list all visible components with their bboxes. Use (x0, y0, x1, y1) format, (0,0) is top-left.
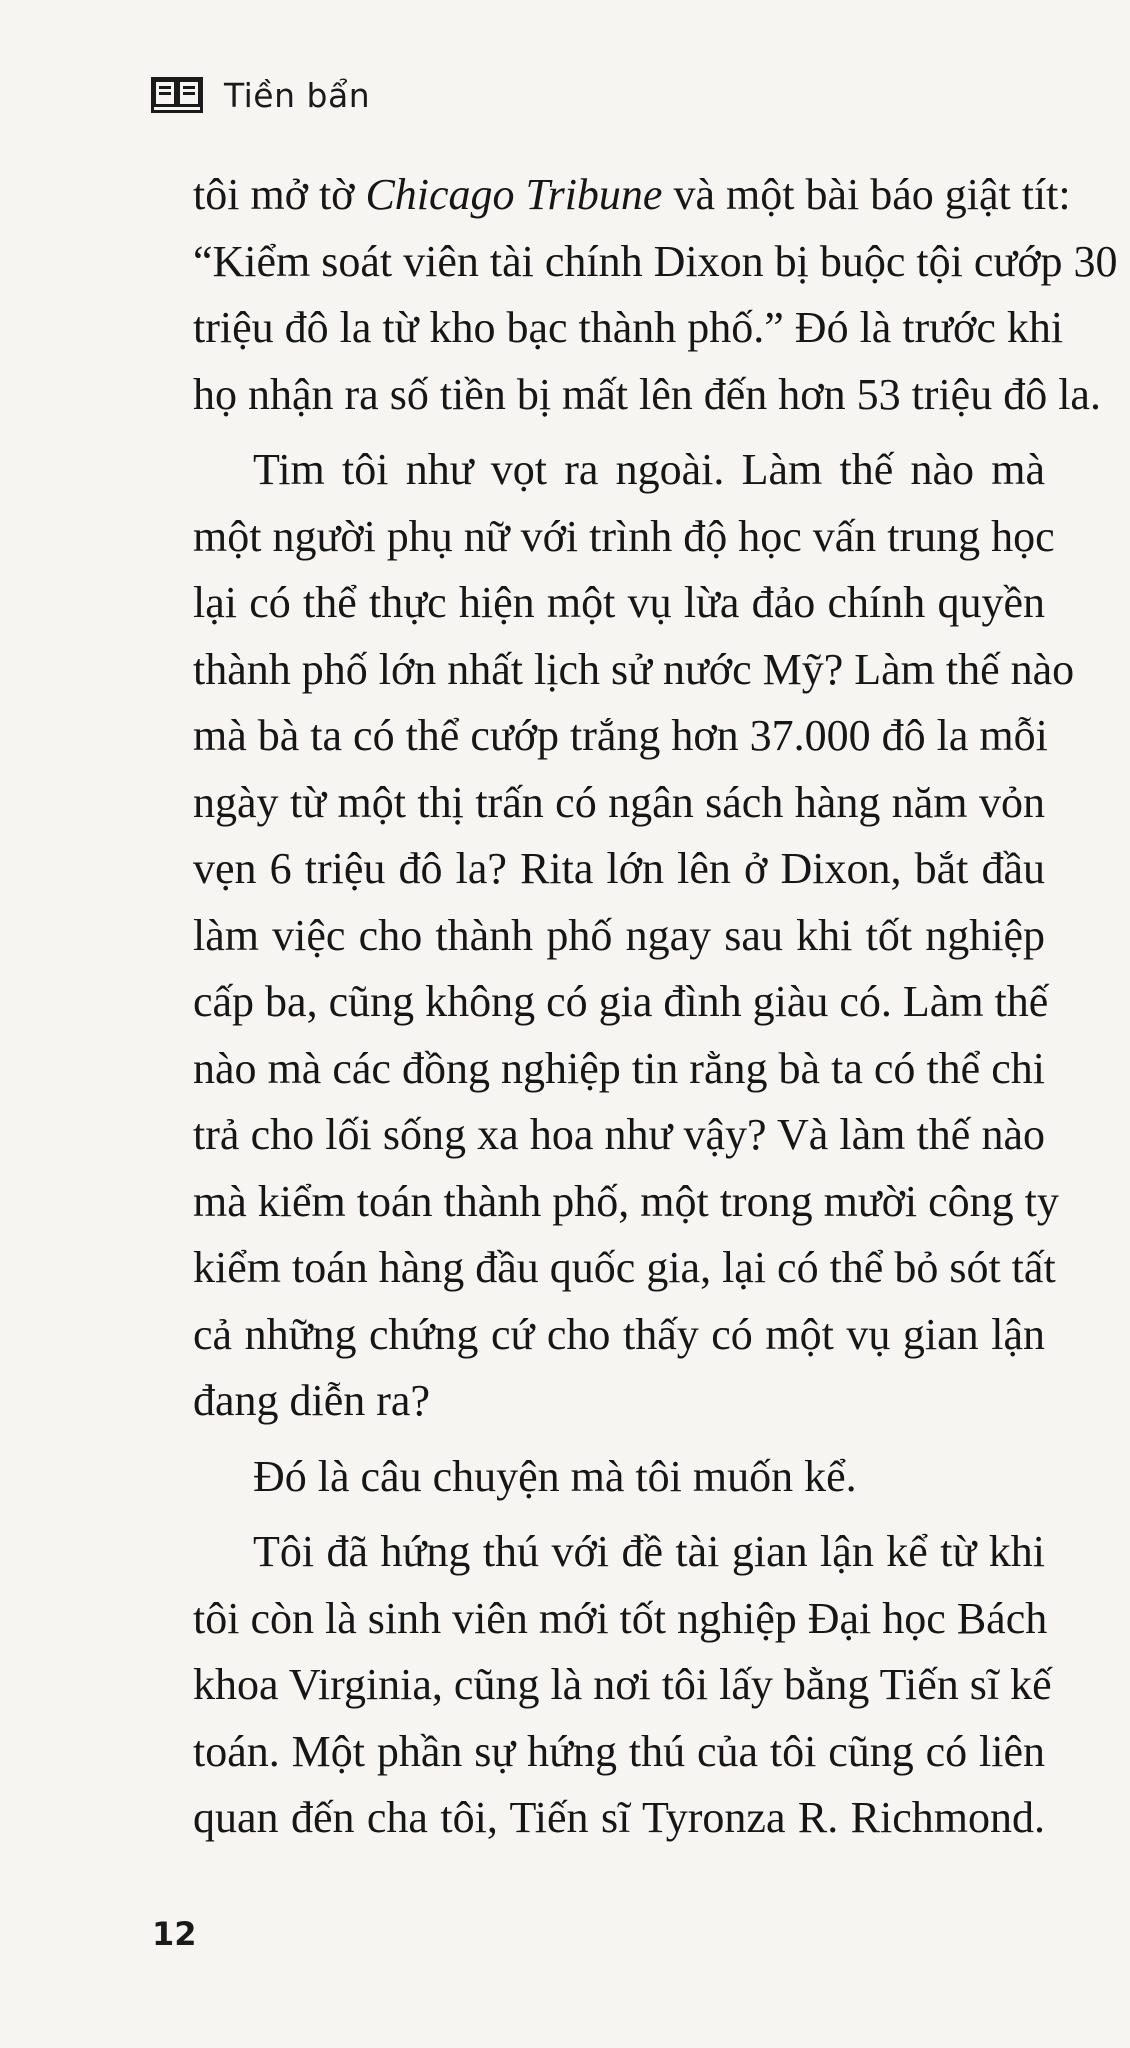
text-line: làm việc cho thành phố ngay sau khi tốt nghiệp (193, 910, 1045, 960)
body-text (193, 162, 1118, 1852)
text-line: mà kiểm toán thành phố, một trong mười công ty (193, 1176, 1059, 1226)
text-line: tôi còn là sinh viên mới tốt nghiệp Đại học Bách (193, 1593, 1048, 1643)
book-icon (150, 76, 204, 114)
running-header (150, 70, 370, 120)
text-line: toán. Một phần sự hứng thú của tôi cũng có liên (193, 1726, 1045, 1776)
text-line: “Kiểm soát viên tài chính Dixon bị buộc tội cướp 30 (193, 236, 1118, 286)
text-line: quan đến cha tôi, Tiến sĩ Tyronza R. Richmond. (193, 1793, 1045, 1842)
text-line: Tôi đã hứng thú với đề tài gian lận kể từ khi (253, 1527, 1045, 1576)
paragraph-gap (193, 428, 1045, 437)
text-line: ngày từ một thị trấn có ngân sách hàng năm vỏn (193, 777, 1045, 827)
text-line: đang diễn ra? (193, 1376, 430, 1425)
text-line: cấp ba, cũng không có gia đình giàu có. Làm thế (193, 977, 1049, 1026)
text-line: triệu đô la từ kho bạc thành phố.” Đó là trước khi (193, 303, 1064, 352)
text-line: thành phố lớn nhất lịch sử nước Mỹ? Làm thế nào (193, 644, 1075, 694)
text-line: trả cho lối sống xa hoa như vậy? Và làm thế nào (193, 1110, 1045, 1159)
text-line: mà bà ta có thể cướp trắng hơn 37.000 đô la mỗi (193, 711, 1048, 760)
text-line: một người phụ nữ với trình độ học vấn trung học (193, 511, 1055, 561)
page-number: 12 (152, 1915, 197, 1953)
paragraph-gap (193, 1510, 1045, 1519)
newspaper-name: Chicago Tribune (365, 170, 663, 219)
text-line: kiểm toán hàng đầu quốc gia, lại có thể bỏ sót tất (193, 1243, 1056, 1292)
text-line: Đó là câu chuyện mà tôi muốn kể. (253, 1451, 857, 1501)
text-line: họ nhận ra số tiền bị mất lên đến hơn 53 triệu đô la. (193, 369, 1101, 419)
text-line: khoa Virginia, cũng là nơi tôi lấy bằng Tiến sĩ kế (193, 1660, 1052, 1709)
text-line: nào mà các đồng nghiệp tin rằng bà ta có thể chi (193, 1043, 1045, 1093)
header-title: Tiền bẩn (224, 75, 371, 115)
text-line: vẹn 6 triệu đô la? Rita lớn lên ở Dixon, bắt đầu (193, 844, 1045, 893)
text-line: lại có thể thực hiện một vụ lừa đảo chính quyền (193, 578, 1045, 627)
text-line: cả những chứng cứ cho thấy có một vụ gian lận (193, 1309, 1045, 1359)
text-line: tôi mở tờ Chicago Tribune và một bài báo giật tít: (193, 170, 1071, 219)
paragraph-gap (193, 1435, 1045, 1444)
text-line: Tim tôi như vọt ra ngoài. Làm thế nào mà (253, 445, 1045, 494)
